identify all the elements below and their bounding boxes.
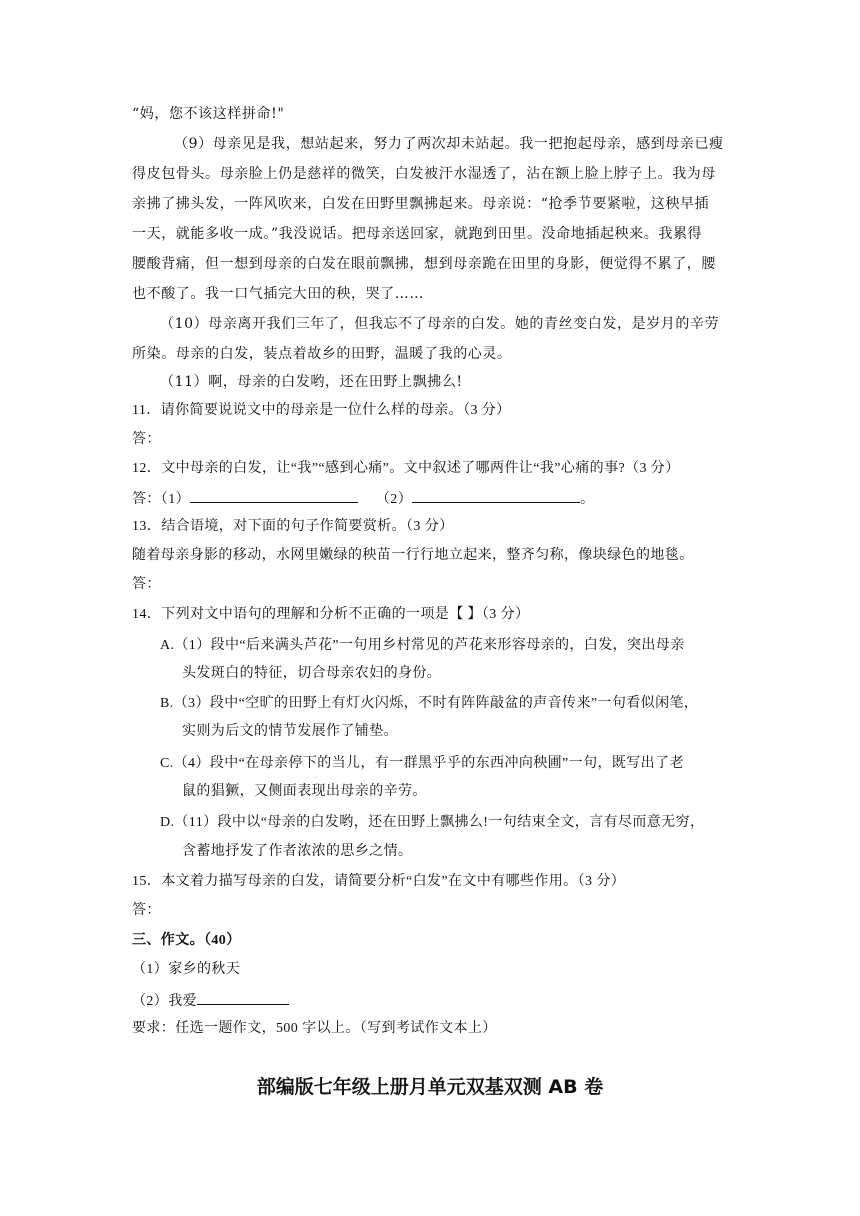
option-d-line: 含蓄地抒发了作者浓浓的思乡之情。 xyxy=(182,844,413,859)
option-b-line: 实则为后文的情节发展作了铺垫。 xyxy=(182,724,398,739)
question-12-answer-prefix: 答：（1） xyxy=(132,492,190,507)
paragraph-9-line: （9）母亲见是我，想站起来，努力了两次却未站起。我一把抱起母亲，感到母亲已瘦 xyxy=(174,136,724,152)
question-14: 14．下列对文中语句的理解和分析不正确的一项是【 】（3 分） xyxy=(132,607,530,622)
composition-topic-blank[interactable] xyxy=(197,990,289,1005)
answer-blank-2[interactable] xyxy=(412,488,580,503)
option-d-line: D.（11）段中以“母亲的白发哟，还在田野上飘拂么!一句结束全文，言有尽而意无穷， xyxy=(160,815,705,830)
paragraph-9-line: 亲拂了拂头发，一阵风吹来，白发在田野里飘拂起来。母亲说：“抢季节要紧啦，这秧早插 xyxy=(132,196,710,212)
question-13-answer-label: 答： xyxy=(132,577,161,592)
option-b-line: B.（3）段中“空旷的田野上有灯火闪烁，不时有阵阵敲盆的声音传来”一句看似闲笔， xyxy=(160,696,699,711)
question-15: 15．本文着力描写母亲的白发，请简要分析“白发”在文中有哪些作用。（3 分） xyxy=(132,874,626,889)
paragraph-9-line: 腰酸背痛，但一想到母亲的白发在眼前飘拂，想到母亲跪在田里的身影，便觉得不累了，腰 xyxy=(132,256,716,272)
paragraph-9-line: 得皮包骨头。母亲脸上仍是慈祥的微笑，白发被汗水湿透了，沾在额上脸上脖子上。我为母 xyxy=(132,166,716,182)
option-a-line: 头发斑白的特征，切合母亲农妇的身份。 xyxy=(182,666,442,681)
paragraph-10-line: （10）母亲离开我们三年了，但我忘不了母亲的白发。她的青丝变白发，是岁月的辛劳 xyxy=(160,316,720,332)
passage-quote-line: “妈，您不该这样拼命!" xyxy=(132,106,285,122)
question-12-answer-row xyxy=(132,488,595,510)
paragraph-11-line: （11）啊，母亲的白发哟，还在田野上飘拂么! xyxy=(160,374,463,390)
question-11: 11．请你简要说说文中的母亲是一位什么样的母亲。（3 分） xyxy=(132,403,511,418)
paragraph-10-line: 所染。母亲的白发，装点着故乡的田野，温暖了我的心灵。 xyxy=(132,346,512,362)
composition-heading: 三、作文。（40） xyxy=(132,933,241,948)
composition-topic-2 xyxy=(132,990,289,1012)
paragraph-9-line: 一天，就能多收一成。”我没说话。把母亲送回家，就跑到田里。没命地插起秧来。我累得 xyxy=(132,226,703,242)
question-15-answer-label: 答： xyxy=(132,903,161,918)
question-12: 12．文中母亲的白发，让“我”“感到心痛”。文中叙述了哪两件让“我”心痛的事?（3 分） xyxy=(132,461,680,476)
option-c-line: 鼠的猖獗，又侧面表现出母亲的辛劳。 xyxy=(182,784,427,799)
composition-requirement: 要求：任选一题作文，500 字以上。（写到考试作文本上） xyxy=(132,1021,497,1036)
question-13: 13．结合语境，对下面的句子作简要赏析。（3 分） xyxy=(132,519,454,534)
paragraph-9-line: 也不酸了。我一口气插完大田的秧，哭了…… xyxy=(132,286,424,302)
option-c-line: C.（4）段中“在母亲停下的当儿，有一群黑乎乎的东西冲向秧圃”一句，既写出了老 xyxy=(160,756,684,771)
composition-topic-2-label: （2）我爱 xyxy=(132,994,197,1009)
answer-blank-1[interactable] xyxy=(190,488,358,503)
question-12-answer-end: 。 xyxy=(580,492,595,507)
question-13-sentence: 随着母亲身影的移动，水网里嫩绿的秧苗一行行地立起来，整齐匀称，像块绿色的地毯。 xyxy=(132,548,694,563)
question-12-answer-mid: （2） xyxy=(375,492,413,507)
footer-title: 部编版七年级上册月单元双基双测 AB 卷 xyxy=(256,1076,604,1098)
option-a-line: A.（1）段中“后来满头芦花”一句用乡村常见的芦花来形容母亲的，白发，突出母亲 xyxy=(160,638,685,653)
question-11-answer-label: 答： xyxy=(132,432,161,447)
composition-topic-1: （1）家乡的秋天 xyxy=(132,962,241,977)
